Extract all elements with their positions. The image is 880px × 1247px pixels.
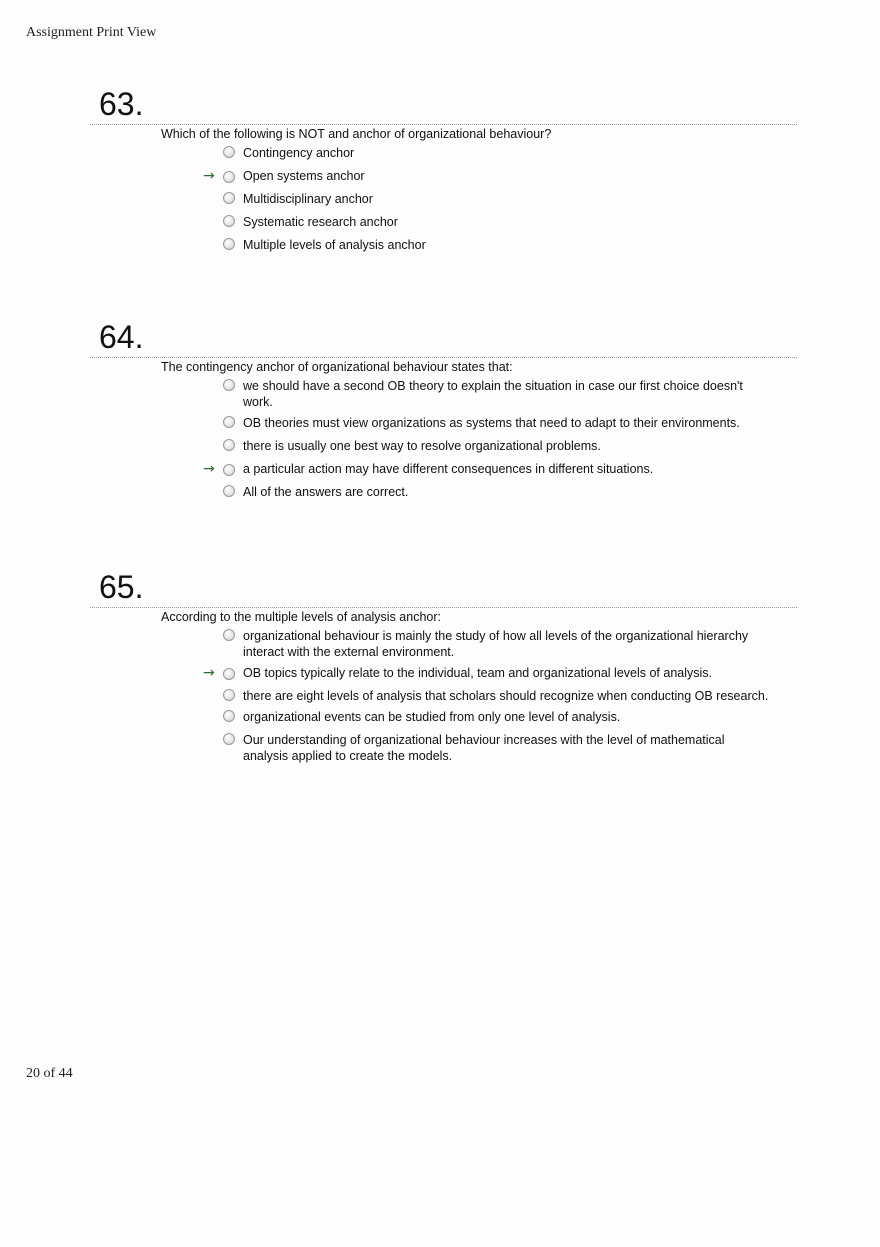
radio-icon[interactable] (223, 192, 235, 204)
question-63 (90, 86, 797, 260)
option-label: All of the answers are correct. (243, 485, 409, 499)
radio-icon[interactable] (223, 668, 235, 680)
option-eight-levels[interactable] (223, 688, 797, 704)
page-number: 20 of 44 (26, 1066, 73, 1081)
options-list (203, 145, 797, 253)
option-label: OB theories must view organizations as systems that need to adapt to their environments. (243, 416, 740, 430)
option-label: organizational events can be studied from only one level of analysis. (243, 710, 621, 724)
option-open-systems-anchor[interactable] (203, 168, 797, 184)
question-number: 65. (99, 569, 144, 605)
option-one-level-only[interactable] (223, 709, 797, 725)
options-list (203, 628, 797, 764)
option-mathematical-analysis[interactable] (223, 732, 797, 764)
radio-icon[interactable] (223, 416, 235, 428)
question-text: According to the multiple levels of analysis anchor: (161, 610, 442, 624)
option-label: organizational behaviour is mainly the study of how all levels of the organizational hierarchy interact with the external environment. (243, 629, 749, 659)
right-arrow-icon: → (203, 665, 215, 681)
option-label: Our understanding of organizational behaviour increases with the level of mathematical analysis applied to create the models. (243, 733, 725, 763)
radio-icon[interactable] (223, 689, 235, 701)
radio-icon[interactable] (223, 629, 235, 641)
option-all-correct[interactable] (223, 484, 797, 500)
option-label: Multidisciplinary anchor (243, 192, 373, 206)
question-number: 64. (99, 319, 144, 355)
option-label: OB topics typically relate to the individual, team and organizational levels of analysis. (243, 666, 713, 680)
radio-icon[interactable] (223, 710, 235, 722)
option-label: there is usually one best way to resolve organizational problems. (243, 439, 601, 453)
right-arrow-icon: → (203, 168, 215, 184)
radio-icon[interactable] (223, 146, 235, 158)
option-second-ob-theory[interactable] (223, 378, 797, 410)
question-divider (90, 607, 797, 608)
radio-icon[interactable] (223, 485, 235, 497)
question-number: 63. (99, 86, 144, 122)
option-label: Multiple levels of analysis anchor (243, 238, 426, 252)
radio-icon[interactable] (223, 464, 235, 476)
right-arrow-icon: → (203, 461, 215, 477)
options-list (203, 378, 797, 500)
option-label: Contingency anchor (243, 146, 355, 160)
question-65 (90, 569, 797, 771)
option-individual-team-organizational[interactable] (203, 665, 797, 681)
question-text: The contingency anchor of organizational behaviour states that: (161, 360, 513, 374)
option-ob-theories-systems[interactable] (223, 415, 797, 431)
option-contingency-anchor[interactable] (223, 145, 797, 161)
question-divider (90, 357, 797, 358)
radio-icon[interactable] (223, 439, 235, 451)
radio-icon[interactable] (223, 215, 235, 227)
question-divider (90, 124, 797, 125)
option-hierarchy-external-environment[interactable] (223, 628, 797, 660)
radio-icon[interactable] (223, 171, 235, 183)
option-label: a particular action may have different consequences in different situations. (243, 462, 654, 476)
option-label: Open systems anchor (243, 169, 365, 183)
option-multidisciplinary-anchor[interactable] (223, 191, 797, 207)
option-label: Systematic research anchor (243, 215, 398, 229)
option-label: there are eight levels of analysis that scholars should recognize when conducting OB research. (243, 689, 769, 703)
radio-icon[interactable] (223, 733, 235, 745)
question-64 (90, 319, 797, 507)
option-multiple-levels-anchor[interactable] (223, 237, 797, 253)
page-header-title: Assignment Print View (26, 25, 157, 40)
question-text: Which of the following is NOT and anchor of organizational behaviour? (161, 127, 552, 141)
option-label: we should have a second OB theory to explain the situation in case our first choice doesn't work. (243, 379, 743, 409)
option-systematic-research-anchor[interactable] (223, 214, 797, 230)
option-different-consequences[interactable] (203, 461, 797, 477)
radio-icon[interactable] (223, 379, 235, 391)
option-one-best-way[interactable] (223, 438, 797, 454)
radio-icon[interactable] (223, 238, 235, 250)
